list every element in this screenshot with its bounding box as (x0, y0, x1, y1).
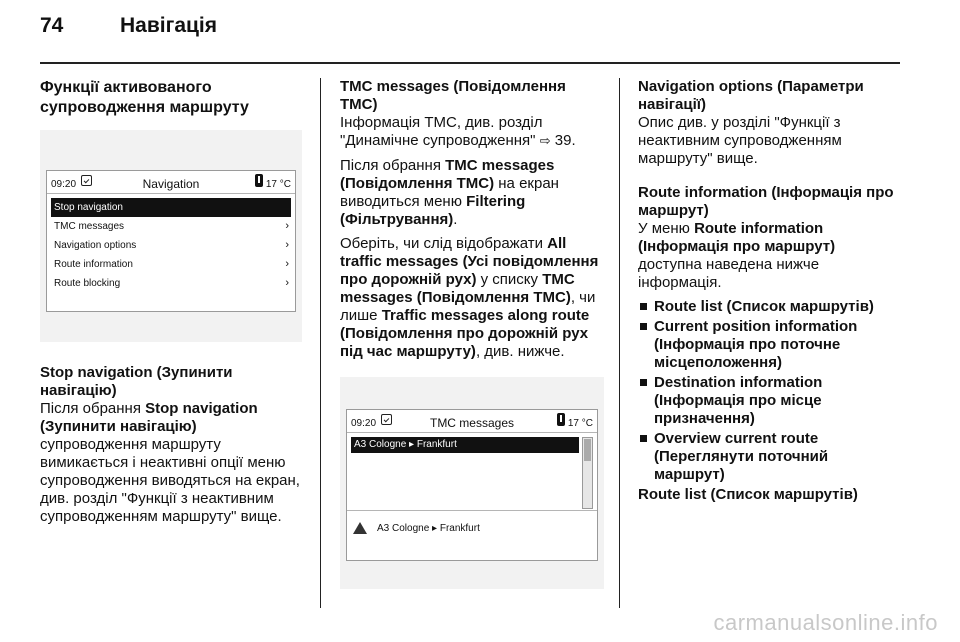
text: 39. (550, 132, 576, 149)
screen-title: TMC messages (429, 416, 515, 430)
chevron-right-icon: › (285, 277, 289, 289)
bold-text: TMC messages (Повідомлення TMC) (340, 271, 575, 306)
screen-title: Navigation (142, 177, 200, 191)
list-item (638, 430, 900, 484)
menu-item-route-blocking[interactable] (51, 274, 291, 293)
chevron-right-icon: › (285, 239, 289, 251)
text: , чи лише (340, 289, 596, 324)
paragraph-tmc-filter (340, 235, 604, 361)
text: . (453, 211, 458, 228)
scrollbar[interactable] (582, 437, 593, 509)
list-item (638, 318, 900, 372)
spacer (638, 174, 900, 184)
menu-item-tmc-messages[interactable] (51, 217, 291, 236)
status-bar (47, 171, 295, 194)
text: , див. нижче. (475, 343, 565, 360)
paragraph-stop-navigation (40, 400, 302, 526)
watermark: carmanualsonline.info (713, 610, 938, 635)
page-section-title: Навігація (120, 14, 218, 37)
status-bar (347, 410, 597, 433)
navigation-menu-screenshot (40, 130, 302, 342)
tmc-messages-screenshot (340, 377, 604, 589)
subheading-route-information: Route information (Інформація про маршрут) (638, 184, 894, 219)
paragraph-navigation-options: Опис див. у розділі "Функції з неактивним супроводженням маршруту" вище. (638, 114, 842, 167)
list-item-text: Route list (Список маршрутів) (654, 298, 874, 315)
menu-item-route-information[interactable] (51, 255, 291, 274)
list-item[interactable]: A3 Cologne ▸ Frankfurt (351, 437, 579, 453)
menu-item-label: Stop navigation (54, 202, 123, 213)
paragraph-tmc-info (340, 114, 604, 151)
text: Інформація TMC, див. розділ "Динамічне супроводження" (340, 114, 543, 149)
warning-icon (353, 522, 367, 534)
clock-time: 09:20 (351, 418, 377, 429)
chevron-right-icon: › (285, 258, 289, 270)
subheading-navigation-options: Navigation options (Параметри навігації) (638, 78, 864, 113)
menu-item-navigation-options[interactable] (51, 236, 291, 255)
text: Після обрання (40, 400, 146, 417)
clock-time: 09:20 (51, 179, 77, 190)
list-item-text: Current position information (Інформація про поточне місцеположення) (654, 318, 858, 371)
text: доступна наведена нижче інформація. (638, 256, 820, 291)
menu-item-label: Route blocking (54, 278, 121, 289)
paragraph-tmc-select (340, 157, 604, 229)
list-item (638, 374, 900, 428)
paragraph-route-information (638, 220, 900, 292)
temperature: 17 °C (567, 418, 593, 429)
page-header (40, 14, 920, 50)
tmc-detail (353, 520, 480, 538)
bold-text: Stop navigation (Зупинити навігацію) (40, 400, 258, 435)
bold-text: Traffic messages along route (Повідомлення про дорожній рух під час маршруту) (340, 307, 590, 360)
bold-text: Filtering (Фільтрування) (340, 193, 526, 228)
subheading-tmc-messages: TMC messages (Повідомлення TMC) (340, 78, 566, 113)
column-2 (340, 78, 604, 589)
text: Оберіть, чи слід відображати (340, 235, 548, 252)
menu-item-label: TMC messages (54, 221, 125, 232)
bold-text: Route information (Інформація про маршрут) (638, 220, 836, 255)
page-number: 74 (40, 14, 64, 37)
text: супроводження маршруту вимикається і неактивні опції меню супроводження виводяться на екран, див. розділ "Функції з неактивним супроводженням маршруту" вище. (40, 436, 300, 525)
list-item-text: Overview current route (Переглянути поточний маршрут) (654, 430, 829, 483)
bold-text: All traffic messages (Усі повідомлення про дорожній рух) (340, 235, 599, 288)
column-divider (619, 78, 620, 608)
menu-item-label: Navigation options (54, 240, 137, 251)
bullet-square-icon (640, 303, 647, 310)
bullet-square-icon (640, 379, 647, 386)
display-screen (346, 409, 598, 561)
text: на екран виводиться меню (340, 175, 559, 210)
display-screen (46, 170, 296, 312)
menu-item-stop-navigation[interactable] (51, 198, 291, 217)
list-item-text: Destination information (Інформація про місце призначення) (654, 374, 823, 427)
subheading-stop-navigation: Stop navigation (Зупинити навігацію) (40, 364, 233, 399)
thermometer-icon (557, 413, 565, 426)
bullet-square-icon (640, 435, 647, 442)
text: У меню (638, 220, 695, 237)
navigation-menu (47, 198, 295, 293)
divider (347, 510, 597, 511)
tmc-message-list (351, 437, 579, 507)
page-reference-arrow-icon: ⇨ (539, 134, 551, 149)
subheading-route-list: Route list (Список маршрутів) (638, 486, 858, 503)
tmc-detail-text: A3 Cologne ▸ Frankfurt (377, 523, 480, 534)
thermometer-icon (255, 174, 263, 187)
chevron-right-icon: › (285, 220, 289, 232)
bold-text: TMC messages (Повідомлення TMC) (340, 157, 555, 192)
bullet-square-icon (640, 323, 647, 330)
text: Після обрання (340, 157, 446, 174)
header-divider (40, 62, 900, 64)
text: у списку (476, 271, 543, 288)
column-3 (638, 78, 900, 504)
column-1 (40, 78, 302, 532)
menu-item-label: Route information (54, 259, 133, 270)
list-item (638, 298, 900, 316)
section-heading-active-guidance: Функції активованого супроводження маршруту (40, 79, 249, 116)
route-information-list (638, 298, 900, 484)
temperature: 17 °C (265, 179, 291, 190)
column-divider (320, 78, 321, 608)
